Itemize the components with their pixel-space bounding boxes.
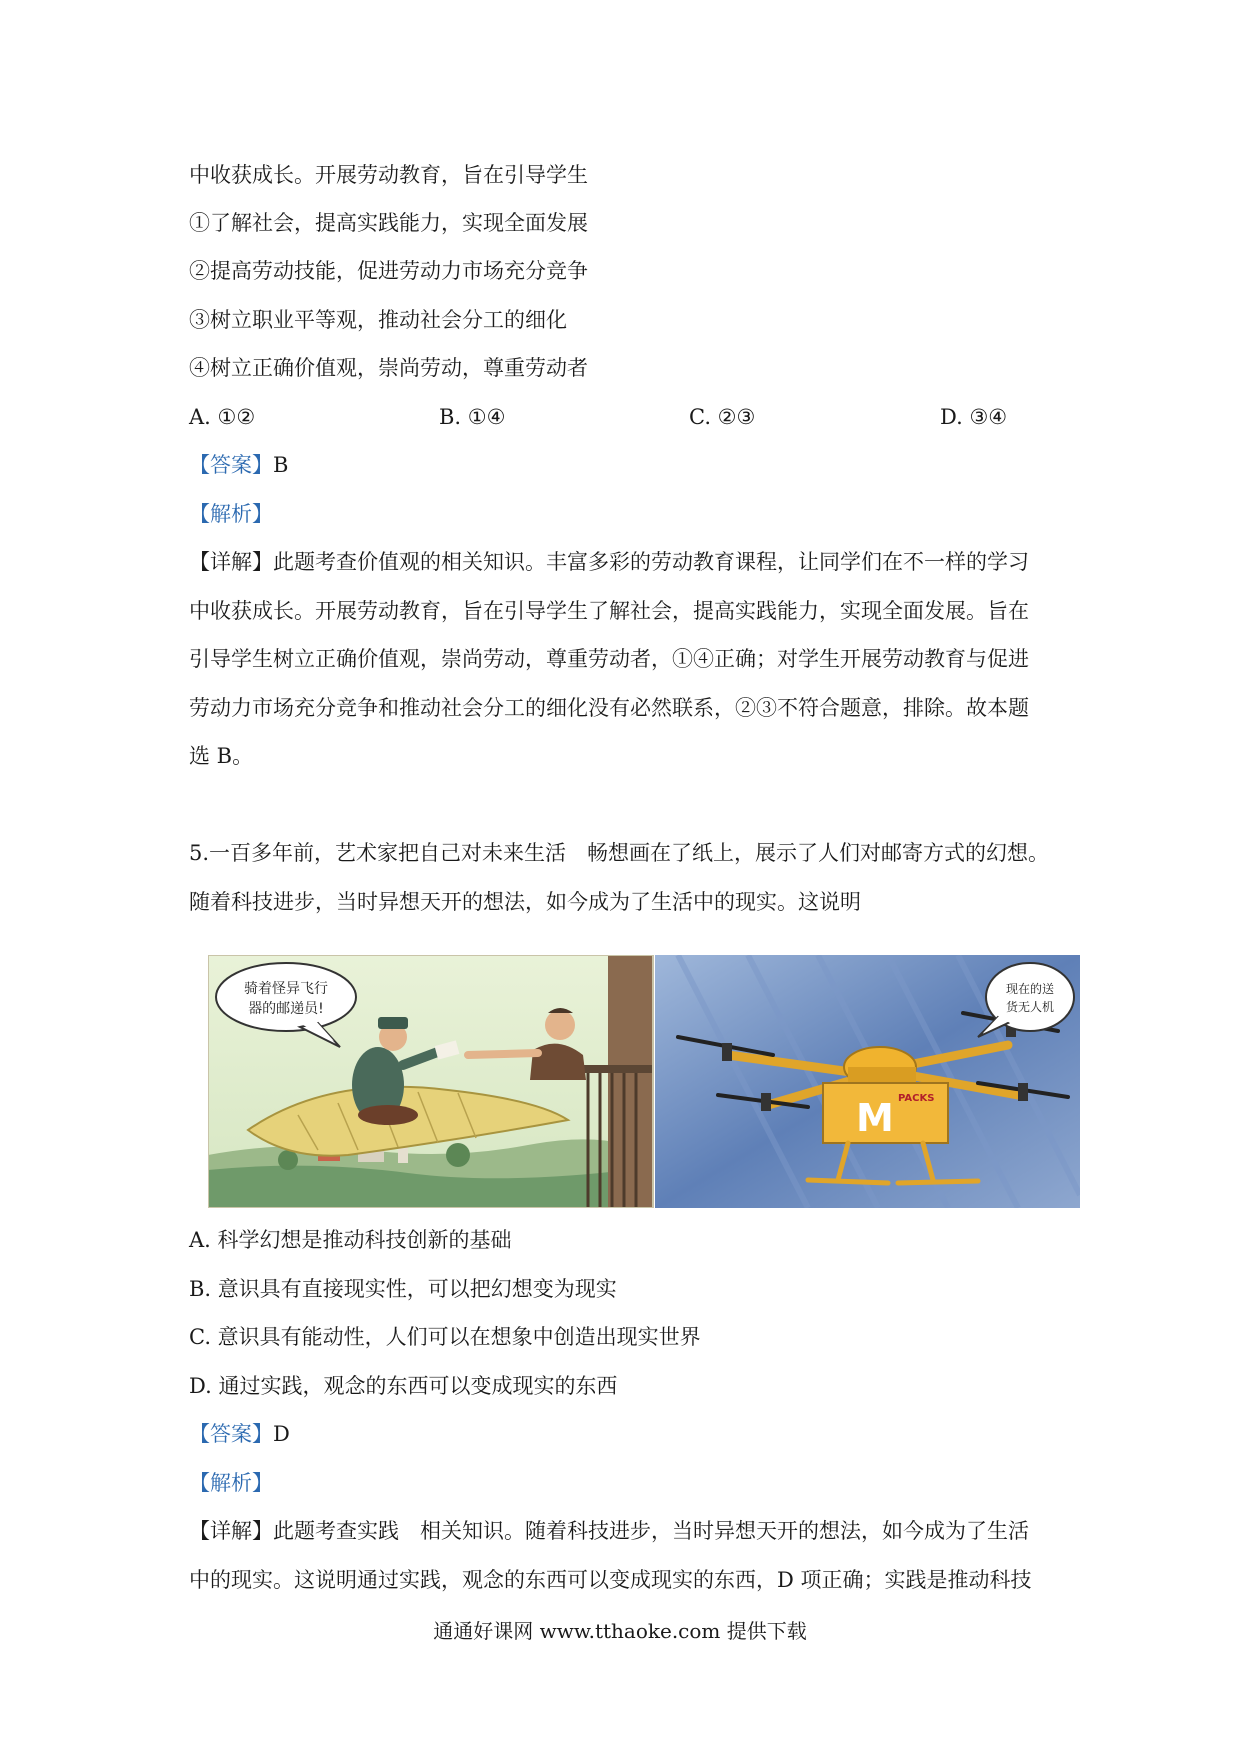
answer-value: D	[273, 1422, 290, 1446]
detail-tag: 【详解】	[189, 1519, 273, 1543]
q4-item-2: ②提高劳动技能，促进劳动力市场充分竞争	[189, 259, 588, 283]
q5-detail-line-2: 中的现实。这说明通过实践，观念的东西可以变成现实的东西，D 项正确；实践是推动科技	[189, 1568, 1032, 1592]
analysis-tag: 【解析】	[189, 1471, 273, 1495]
q5-stem-line-1: 5.一百多年前，艺术家把自己对未来生活 畅想画在了纸上，展示了人们对邮寄方式的幻想。	[189, 841, 1050, 865]
q4-analysis	[189, 500, 273, 528]
analysis-tag: 【解析】	[189, 502, 273, 526]
q4-detail-line-5: 选 B。	[189, 744, 254, 768]
q4-answer	[189, 451, 288, 479]
q4-choice-d: D. ③④	[940, 405, 1008, 429]
q5-option-d: D. 通过实践，观念的东西可以变成现实的东西	[189, 1374, 618, 1398]
left-bubble-line-1: 骑着怪异飞行	[244, 981, 328, 997]
q4-item-1: ①了解社会，提高实践能力，实现全面发展	[189, 211, 588, 235]
box-label: M	[856, 1096, 894, 1140]
page-footer: 通通好课网 www.tthaoke.com 提供下载	[433, 1619, 807, 1643]
detail-text: 此题考查价值观的相关知识。丰富多彩的劳动教育课程，让同学们在不一样的学习	[273, 550, 1029, 574]
q4-item-3: ③树立职业平等观，推动社会分工的细化	[189, 308, 567, 332]
q4-detail-line-2: 中收获成长。开展劳动教育，旨在引导学生了解社会，提高实践能力，实现全面发展。旨在	[189, 599, 1029, 623]
q5-option-c: C. 意识具有能动性，人们可以在想象中创造出现实世界	[189, 1325, 701, 1349]
q5-option-b: B. 意识具有直接现实性，可以把幻想变为现实	[189, 1277, 617, 1301]
q4-choice-b: B. ①④	[439, 405, 506, 429]
q5-stem-line-2: 随着科技进步，当时异想天开的想法，如今成为了生活中的现实。这说明	[189, 890, 861, 914]
q4-detail-line-1	[189, 548, 1029, 576]
left-bubble-line-2: 器的邮递员!	[248, 1001, 324, 1017]
right-bubble-line-1: 现在的送	[1005, 982, 1055, 996]
detail-tag: 【详解】	[189, 550, 273, 574]
answer-tag: 【答案】	[189, 1422, 273, 1446]
detail-text: 此题考查实践 相关知识。随着科技进步，当时异想天开的想法，如今成为了生活	[273, 1519, 1029, 1543]
q5-illustration	[208, 955, 1080, 1208]
q5-figure	[208, 955, 1080, 1208]
box-small-label: PACKS	[898, 1093, 935, 1104]
q4-detail-line-4: 劳动力市场充分竞争和推动社会分工的细化没有必然联系，②③不符合题意，排除。故本题	[189, 696, 1029, 720]
answer-value: B	[273, 453, 289, 477]
q5-analysis	[189, 1469, 273, 1497]
q4-item-4: ④树立正确价值观，崇尚劳动，尊重劳动者	[189, 356, 588, 380]
answer-tag: 【答案】	[189, 453, 273, 477]
q5-detail-line-1	[189, 1517, 1029, 1545]
q4-stem: 中收获成长。开展劳动教育，旨在引导学生	[189, 163, 588, 187]
right-bubble-line-2: 货无人机	[1005, 1000, 1055, 1014]
delivery-drone-photo	[655, 955, 1080, 1208]
q5-option-a: A. 科学幻想是推动科技创新的基础	[189, 1228, 512, 1252]
q4-detail-line-3: 引导学生树立正确价值观，崇尚劳动，尊重劳动者，①④正确；对学生开展劳动教育与促进	[189, 647, 1029, 671]
q4-choice-a: A. ①②	[189, 405, 256, 429]
vintage-postman-illustration	[208, 955, 653, 1208]
q4-choice-c: C. ②③	[689, 405, 756, 429]
q5-answer	[189, 1420, 290, 1448]
